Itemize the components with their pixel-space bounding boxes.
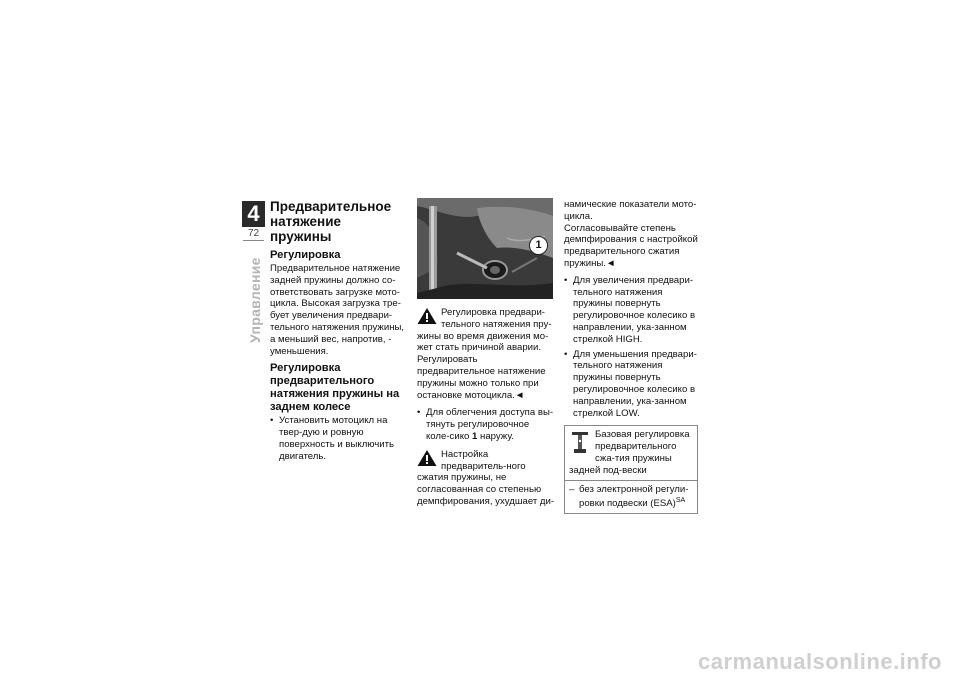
bullet-increase: • Для увеличения предвари-тельного натяжения пружины повернуть регулировочное колесико в направлении, ука-занном стрелкой HIGH. — [564, 275, 698, 346]
box-item: – без электронной регули-ровки подвески (ESA)$^{SA}$ — [569, 484, 693, 511]
subheading-rear-spring: Регулировка предварительного натяжения пружины на заднем колесе — [270, 362, 400, 414]
warning-block-1 — [417, 307, 555, 401]
bullet-park-motorcycle: • Установить мотоцикл на твер-дую и ровную поверхность и выключить двигатель. — [270, 415, 405, 462]
column-2 — [417, 303, 555, 508]
section-heading: Предварительное натяжение пружины — [270, 199, 392, 244]
wrench-tool-icon — [571, 431, 589, 455]
box-header — [565, 426, 697, 480]
damping-paragraph: Согласовывайте степень демпфирования с настройкой предварительного сжатия пружины.◄ — [564, 222, 698, 269]
column-3 — [564, 199, 698, 514]
bullet-pull-wheel: • Для облегчения доступа вы-тянуть регулировочное коле-сико 1 наружу. — [417, 407, 555, 442]
side-chapter-title: Управление — [247, 257, 263, 343]
continuation-paragraph: намические показатели мото-цикла. — [564, 199, 697, 222]
callout-1: 1 — [529, 236, 548, 255]
chapter-divider — [243, 240, 264, 241]
bullet-decrease: • Для уменьшения предвари-тельного натяжения пружины повернуть регулировочное колесико в направлении, ука-занном стрелкой LOW. — [564, 349, 698, 420]
page-number: 72 — [247, 228, 260, 239]
box-header-text: Базовая регулировка предварительного сжа-тия пружины задней под-вески — [569, 429, 690, 476]
warning-block-2 — [417, 449, 555, 508]
chapter-number: 4 — [242, 201, 265, 227]
intro-paragraph: Предварительное натяжение задней пружины должно со-ответствовать загрузке мото-цикла. Высокая загрузка тре-бует увеличения предвари-тельного натяжения пружины, а меньший вес, напротив, - уменьшения. — [270, 263, 405, 357]
warning-triangle-icon — [417, 307, 437, 325]
watermark: carmanualsonline.info — [698, 649, 942, 674]
basic-setting-box — [564, 425, 698, 514]
box-body — [565, 481, 697, 514]
subheading-adjustment: Регулировка — [270, 249, 341, 261]
warning-text-1: Регулировка предвари-тельного натяжения пру-жины во время движения мо-жет стать причиной аварии. Регулировать предварительное натяжение пружины можно только при остановке мотоцикла.◄ — [417, 307, 552, 401]
column-1 — [270, 199, 405, 463]
warning-triangle-icon — [417, 449, 437, 467]
warning-text-2: Настройка предваритель-ного сжатия пружины, не согласованная со степенью демпфирования, ухудшает ди- — [417, 448, 555, 507]
